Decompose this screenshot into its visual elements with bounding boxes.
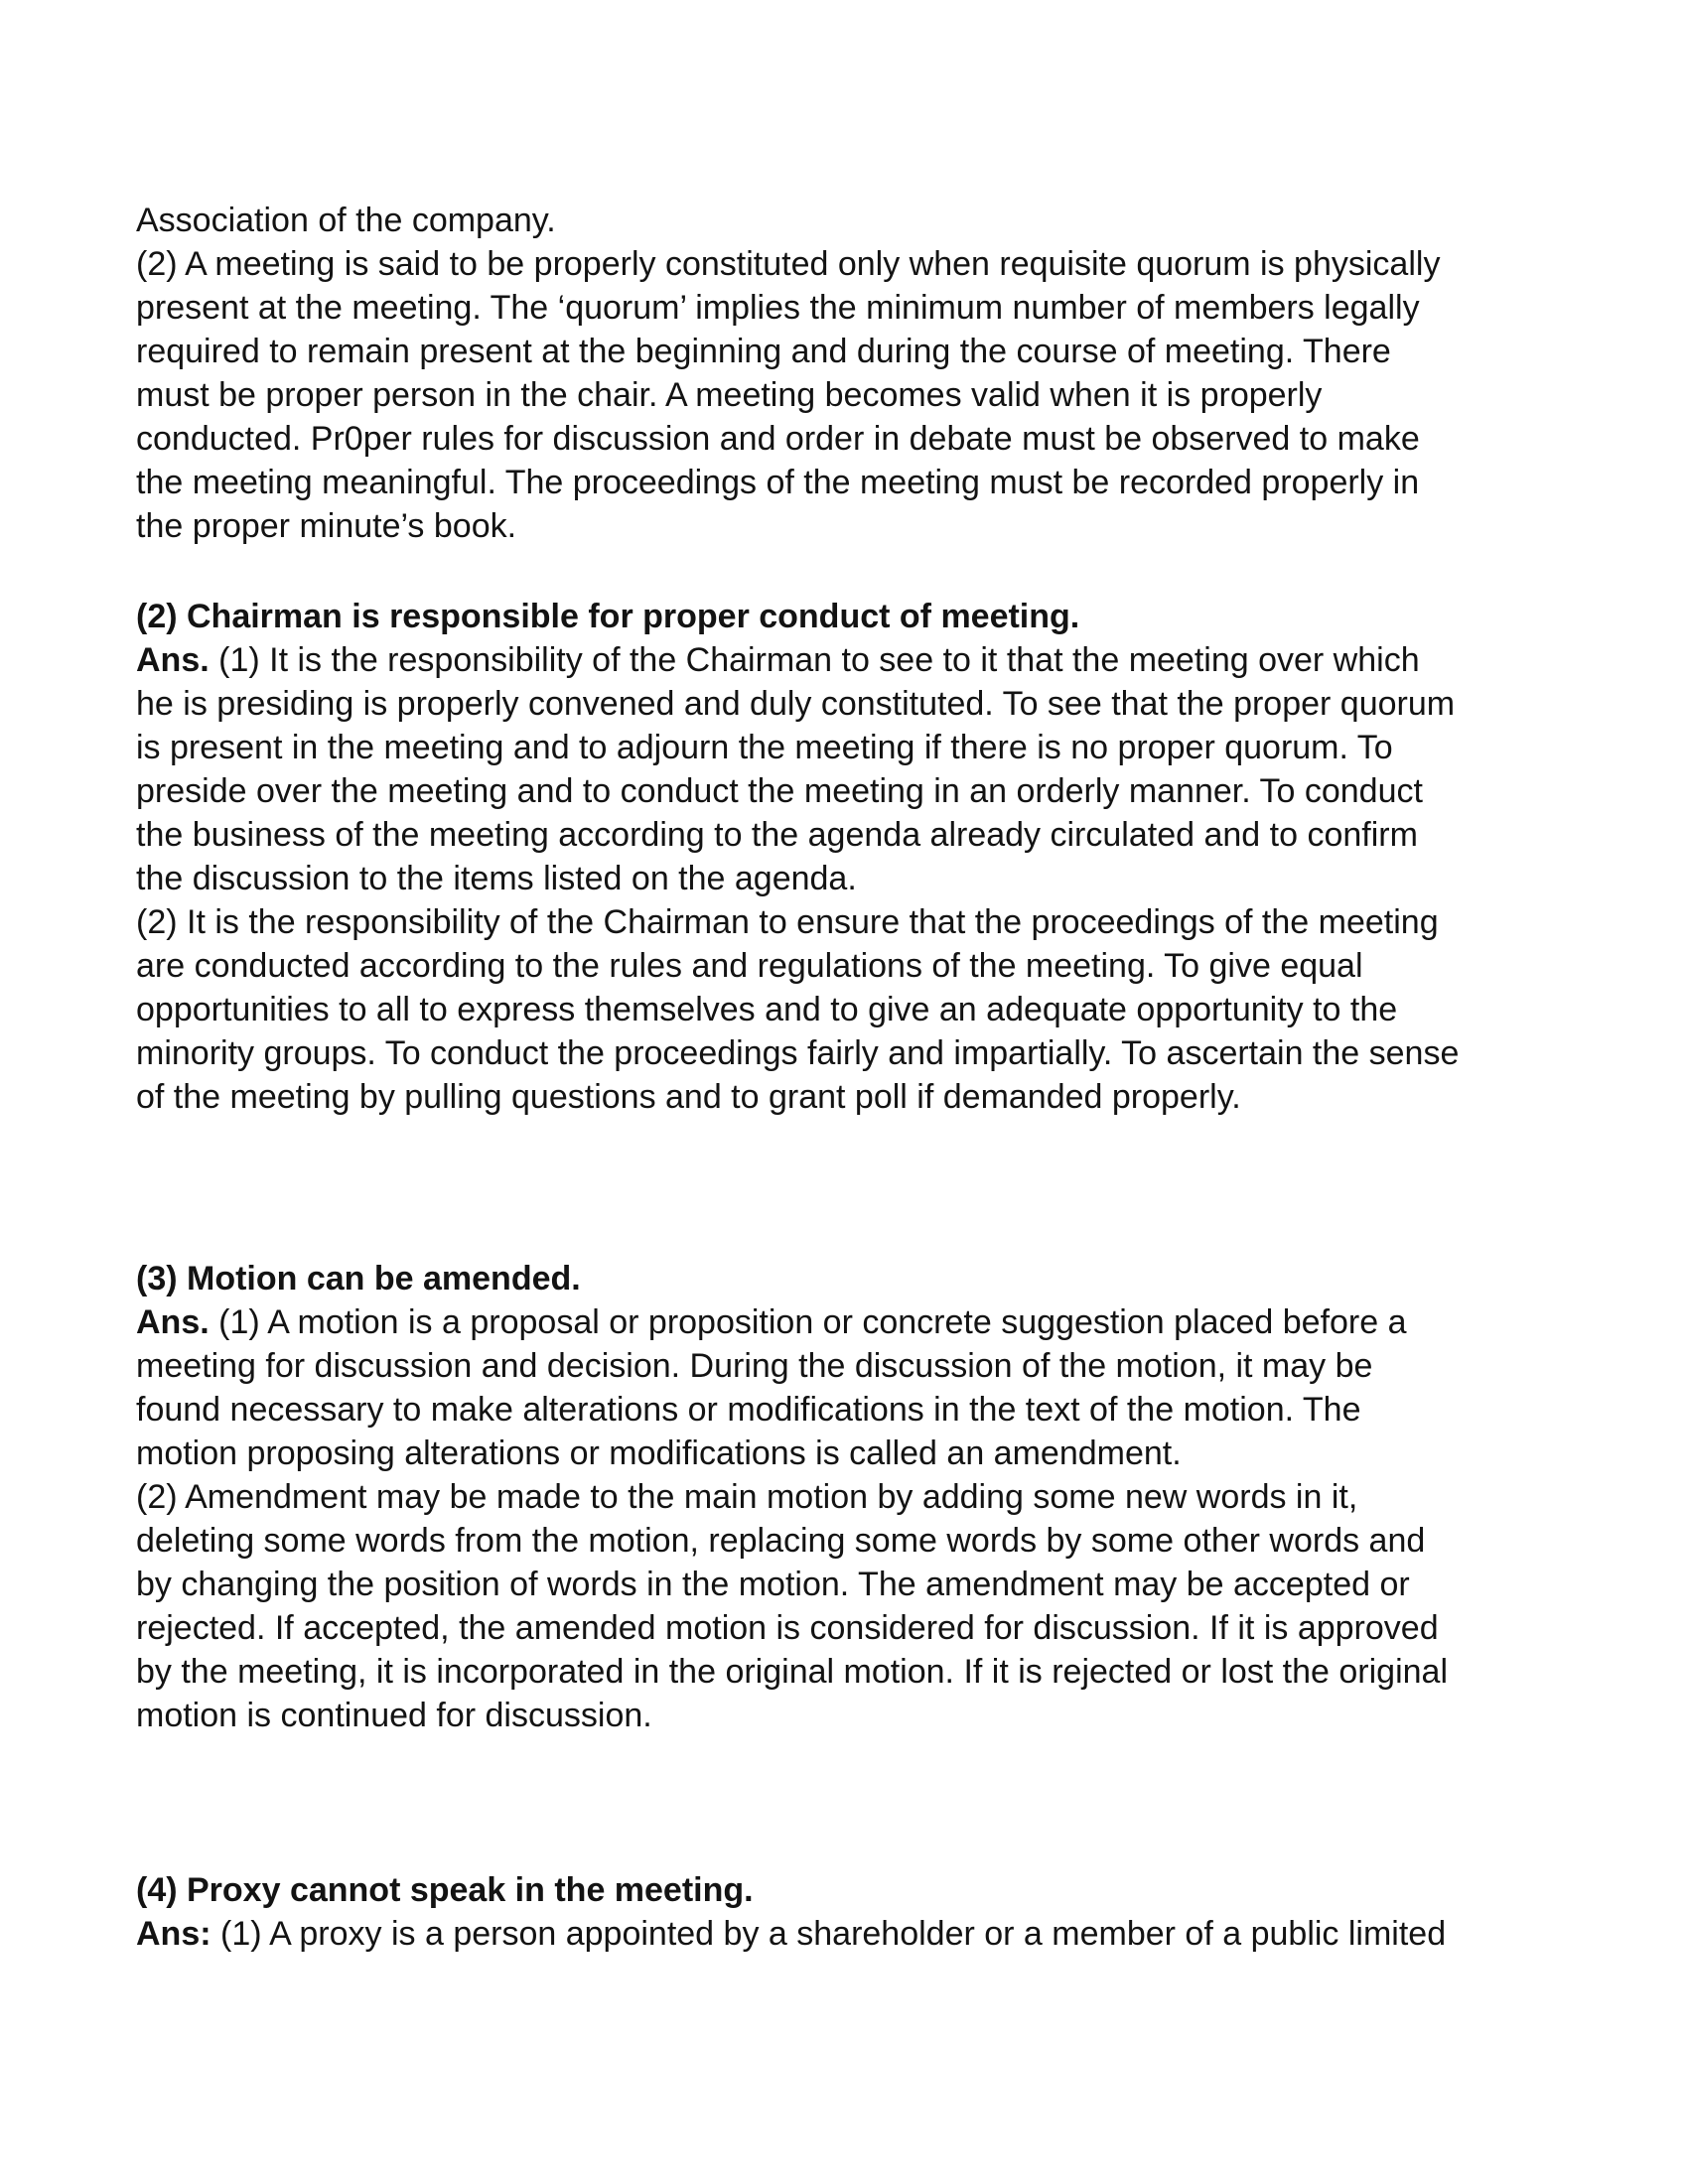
text-line: the discussion to the items listed on the agenda. — [136, 860, 857, 897]
answer-label: Ans. — [136, 1303, 210, 1341]
text-line: (2) It is the responsibility of the Chairman to ensure that the proceedings of the meeting — [136, 903, 1439, 941]
text-line: required to remain present at the beginning and during the course of meeting. There — [136, 333, 1391, 370]
text-line: found necessary to make alterations or modifications in the text of the motion. The — [136, 1391, 1361, 1429]
document-content — [136, 199, 1616, 1956]
text-line: by the meeting, it is incorporated in the original motion. If it is rejected or lost the original — [136, 1653, 1449, 1691]
block-qa-chairman — [136, 595, 1616, 1119]
answer-text: (1) A motion is a proposal or proposition or concrete suggestion placed before a — [209, 1303, 1407, 1341]
block-paragraph-quorum-continuation — [136, 199, 1616, 548]
text-line: are conducted according to the rules and regulations of the meeting. To give equal — [136, 947, 1363, 985]
text-line: (2) Amendment may be made to the main motion by adding some new words in it, — [136, 1478, 1358, 1516]
text-line: is present in the meeting and to adjourn the meeting if there is no proper quorum. To — [136, 729, 1393, 766]
block-qa-motion — [136, 1257, 1616, 1737]
text-line: Association of the company. — [136, 202, 556, 239]
text-line: the business of the meeting according to the agenda already circulated and to confirm — [136, 816, 1418, 854]
text-line: conducted. Pr0per rules for discussion and order in debate must be observed to make — [136, 420, 1420, 458]
section-heading: (4) Proxy cannot speak in the meeting. — [136, 1871, 754, 1909]
section-heading: (2) Chairman is responsible for proper conduct of meeting. — [136, 598, 1080, 635]
text-line — [136, 1300, 1616, 1344]
text-line: motion is continued for discussion. — [136, 1697, 652, 1734]
section-heading: (3) Motion can be amended. — [136, 1260, 581, 1297]
text-line: meeting for discussion and decision. During the discussion of the motion, it may be — [136, 1347, 1373, 1385]
block-qa-proxy — [136, 1868, 1616, 1956]
text-line: of the meeting by pulling questions and to grant poll if demanded properly. — [136, 1078, 1241, 1116]
text-line: the meeting meaningful. The proceedings of the meeting must be recorded properly in — [136, 464, 1420, 501]
text-line — [136, 638, 1616, 682]
text-line: preside over the meeting and to conduct the meeting in an orderly manner. To conduct — [136, 772, 1423, 810]
answer-label: Ans: — [136, 1915, 211, 1953]
answer-label: Ans. — [136, 641, 210, 679]
text-line: opportunities to all to express themselves and to give an adequate opportunity to the — [136, 991, 1398, 1028]
text-line: he is presiding is properly convened and duly constituted. To see that the proper quorum — [136, 685, 1456, 723]
text-line: must be proper person in the chair. A meeting becomes valid when it is properly — [136, 376, 1323, 414]
answer-text: (1) A proxy is a person appointed by a shareholder or a member of a public limited — [211, 1915, 1447, 1953]
text-line — [136, 1912, 1616, 1956]
text-line: rejected. If accepted, the amended motion is considered for discussion. If it is approved — [136, 1609, 1439, 1647]
text-line: deleting some words from the motion, replacing some words by some other words and — [136, 1522, 1426, 1560]
text-line: motion proposing alterations or modifications is called an amendment. — [136, 1434, 1182, 1472]
text-line: the proper minute’s book. — [136, 507, 517, 545]
text-line: minority groups. To conduct the proceedings fairly and impartially. To ascertain the sense — [136, 1034, 1460, 1072]
text-line: (2) A meeting is said to be properly constituted only when requisite quorum is physically — [136, 245, 1441, 283]
answer-text: (1) It is the responsibility of the Chairman to see to it that the meeting over which — [209, 641, 1420, 679]
text-line: present at the meeting. The ‘quorum’ implies the minimum number of members legally — [136, 289, 1420, 327]
text-line: by changing the position of words in the motion. The amendment may be accepted or — [136, 1566, 1410, 1603]
